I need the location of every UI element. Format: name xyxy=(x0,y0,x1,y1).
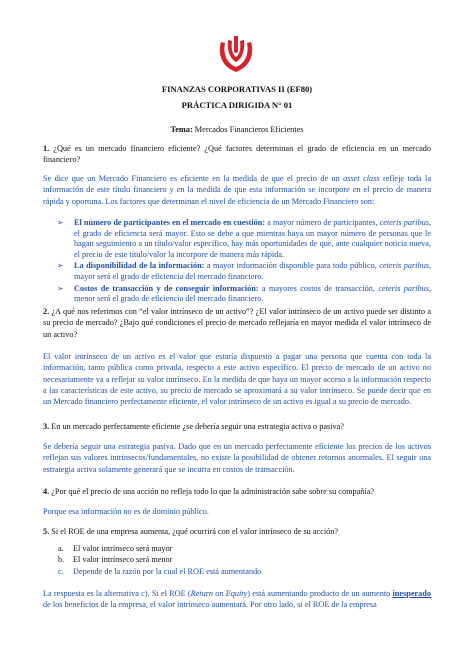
option-letter: b. xyxy=(58,555,65,565)
question-3-number: 3. xyxy=(43,422,50,431)
answer-4-text: Porque esa información no es de dominio público. xyxy=(43,507,209,516)
question-1 xyxy=(43,143,431,166)
question-4-text: ¿Por qué el precio de una acción no refleja todo lo que la administración sabe sobre su compañía? xyxy=(49,487,375,496)
upc-logo-icon xyxy=(216,34,256,78)
answer-5-text-b: ) está aumentando producto de un aumento xyxy=(247,589,393,598)
answer-1 xyxy=(43,173,431,207)
answer-1-text-a: Se dice que un Mercado Financiero es eficiente en la medida de que el precio de un xyxy=(43,174,344,183)
question-5-text: Si el ROE de una empresa aumenta, ¿qué ocurrirá con el valor intrínseco de su acción? xyxy=(49,527,339,536)
option-letter: a. xyxy=(58,544,64,553)
option-letter: c. xyxy=(58,566,64,576)
answer-1-italic: asset class xyxy=(343,174,380,183)
answer-4 xyxy=(43,506,431,517)
question-3-text: En un mercado perfectamente eficiente ¿se debería seguir una estrategia activa o pasiva? xyxy=(49,422,344,431)
answer-5 xyxy=(43,588,431,611)
question-5 xyxy=(43,526,431,537)
question-5-number: 5. xyxy=(43,527,50,536)
list-item-text: a mayores costos de transacción, xyxy=(258,283,379,293)
list-item-title: El número de participantes en el mercado en cuestión: xyxy=(74,218,266,227)
option-text: El valor intrínseco será menor xyxy=(73,555,173,565)
option-c xyxy=(58,566,418,577)
question-1-number: 1. xyxy=(43,144,50,153)
list-item xyxy=(57,284,431,305)
question-2 xyxy=(43,306,431,340)
question-2-number: 2. xyxy=(43,307,50,316)
topic-label: Tema: xyxy=(170,125,193,134)
list-item xyxy=(57,261,431,282)
answer-5-underlined: inesperado xyxy=(392,589,431,598)
list-item-text: , mayor será el grado de eficiencia del mercado financiero. xyxy=(74,261,431,281)
answer-5-text-a: La respuesta es la alternativa c). Si el ROE ( xyxy=(43,589,191,598)
list-item xyxy=(57,218,431,260)
question-4-number: 4. xyxy=(43,487,50,496)
topic-line xyxy=(0,125,474,134)
list-item-italic: ceteris paribus xyxy=(379,218,429,227)
list-item-text: a mayor número de participantes, xyxy=(265,218,380,227)
arrow-bullet-icon: ➢ xyxy=(57,261,64,271)
list-item-text: , el grado de eficiencia será mayor. Esto se debe a que mientras haya un mayor número de personas que le hagan seguimiento a un título/valor específico, hay más oportunidades de que, ante cualquier noticia nueva, el precio de este título/valor la incorpore de manera más rápida. xyxy=(74,218,431,259)
list-item-title: La disponibilidad de la información: xyxy=(74,261,205,271)
practice-title: PRÁCTICA DIRIGIDA N° 01 xyxy=(181,100,293,110)
list-item-title: Costos de transacción y de conseguir información: xyxy=(74,283,259,293)
topic-value: Mercados Financieros Eficientes xyxy=(192,125,304,134)
answer-5-italic: Return on Equity xyxy=(190,589,248,598)
answer-3 xyxy=(43,441,431,475)
question-1-text: ¿Qué es un mercado financiero eficiente? ¿Qué factores determinan el grado de eficiencia en un mercado financiero? xyxy=(43,144,431,165)
answer-2-text: El valor intrínseco de un activo es el valor que estaría dispuesto a pagar una persona que cuenta con toda la información, tanto pública como privada, respecto a este activo específico. El precio de mercado de un activo no necesariamente va a reflejar su valor intrínseco. En la medida de que haya un mayor acceso a la información respecto a las características de este activo, su precio de mercado se aproximará a su valor intrínseco. Se puede decir que en un Mercado financiero perfectamente eficiente, el valor intrínseco de un activo es igual a su precio de mercado. xyxy=(43,352,431,407)
options-list xyxy=(58,543,418,577)
option-text: Depende de la razón por la cual el ROE está aumentando xyxy=(73,566,262,576)
course-title: FINANZAS CORPORATIVAS II (EF80) xyxy=(161,84,313,94)
arrow-bullet-icon: ➢ xyxy=(57,283,64,293)
option-b xyxy=(58,554,418,565)
option-a xyxy=(58,543,418,554)
factors-list xyxy=(57,218,431,306)
list-item-italic: ceteris paribus xyxy=(378,283,429,293)
question-4 xyxy=(43,486,431,497)
question-2-text: ¿A qué nos referimos con “el valor intrínseco de un activo”? ¿El valor intrínseco de un activo puede ser distinto a su precio de mercado? ¿Bajo qué condiciones el precio de mercado reflejaría en mayor medida el valor intrínseco de un activo? xyxy=(43,307,431,339)
list-item-italic: ceteris paribus xyxy=(379,261,429,271)
question-3 xyxy=(43,421,431,432)
answer-2 xyxy=(43,351,431,407)
list-item-text: a mayor información disponible para todo público, xyxy=(204,261,380,271)
answer-1-text-b: refleje toda la información de este título financiero y en la medida de que esta información se incorpore en el precio de manera rápida y oportuna. Los factores que determinan el nivel de eficiencia de un Mercado Financiero son: xyxy=(43,174,432,206)
answer-5-text-c: de los beneficios de la empresa, el valor intrínseco aumentará. Por otro lado, si el ROE de la empresa xyxy=(43,600,377,610)
answer-3-text: Se debería seguir una estrategia pasiva. Dado que en un mercado perfectamente eficiente los precios de los activos reflejan sus valores intrínsecos/fundamentales, no existe la posibilidad de obtener retornos anormales. El seguir una estrategia activa solamente generará que se incurra en costos de transacción. xyxy=(43,442,431,474)
option-text: El valor intrínseco será mayor xyxy=(73,544,173,553)
list-item-text: , menor será el grado de eficiencia del mercado financiero. xyxy=(74,283,431,304)
arrow-bullet-icon: ➢ xyxy=(57,218,64,227)
